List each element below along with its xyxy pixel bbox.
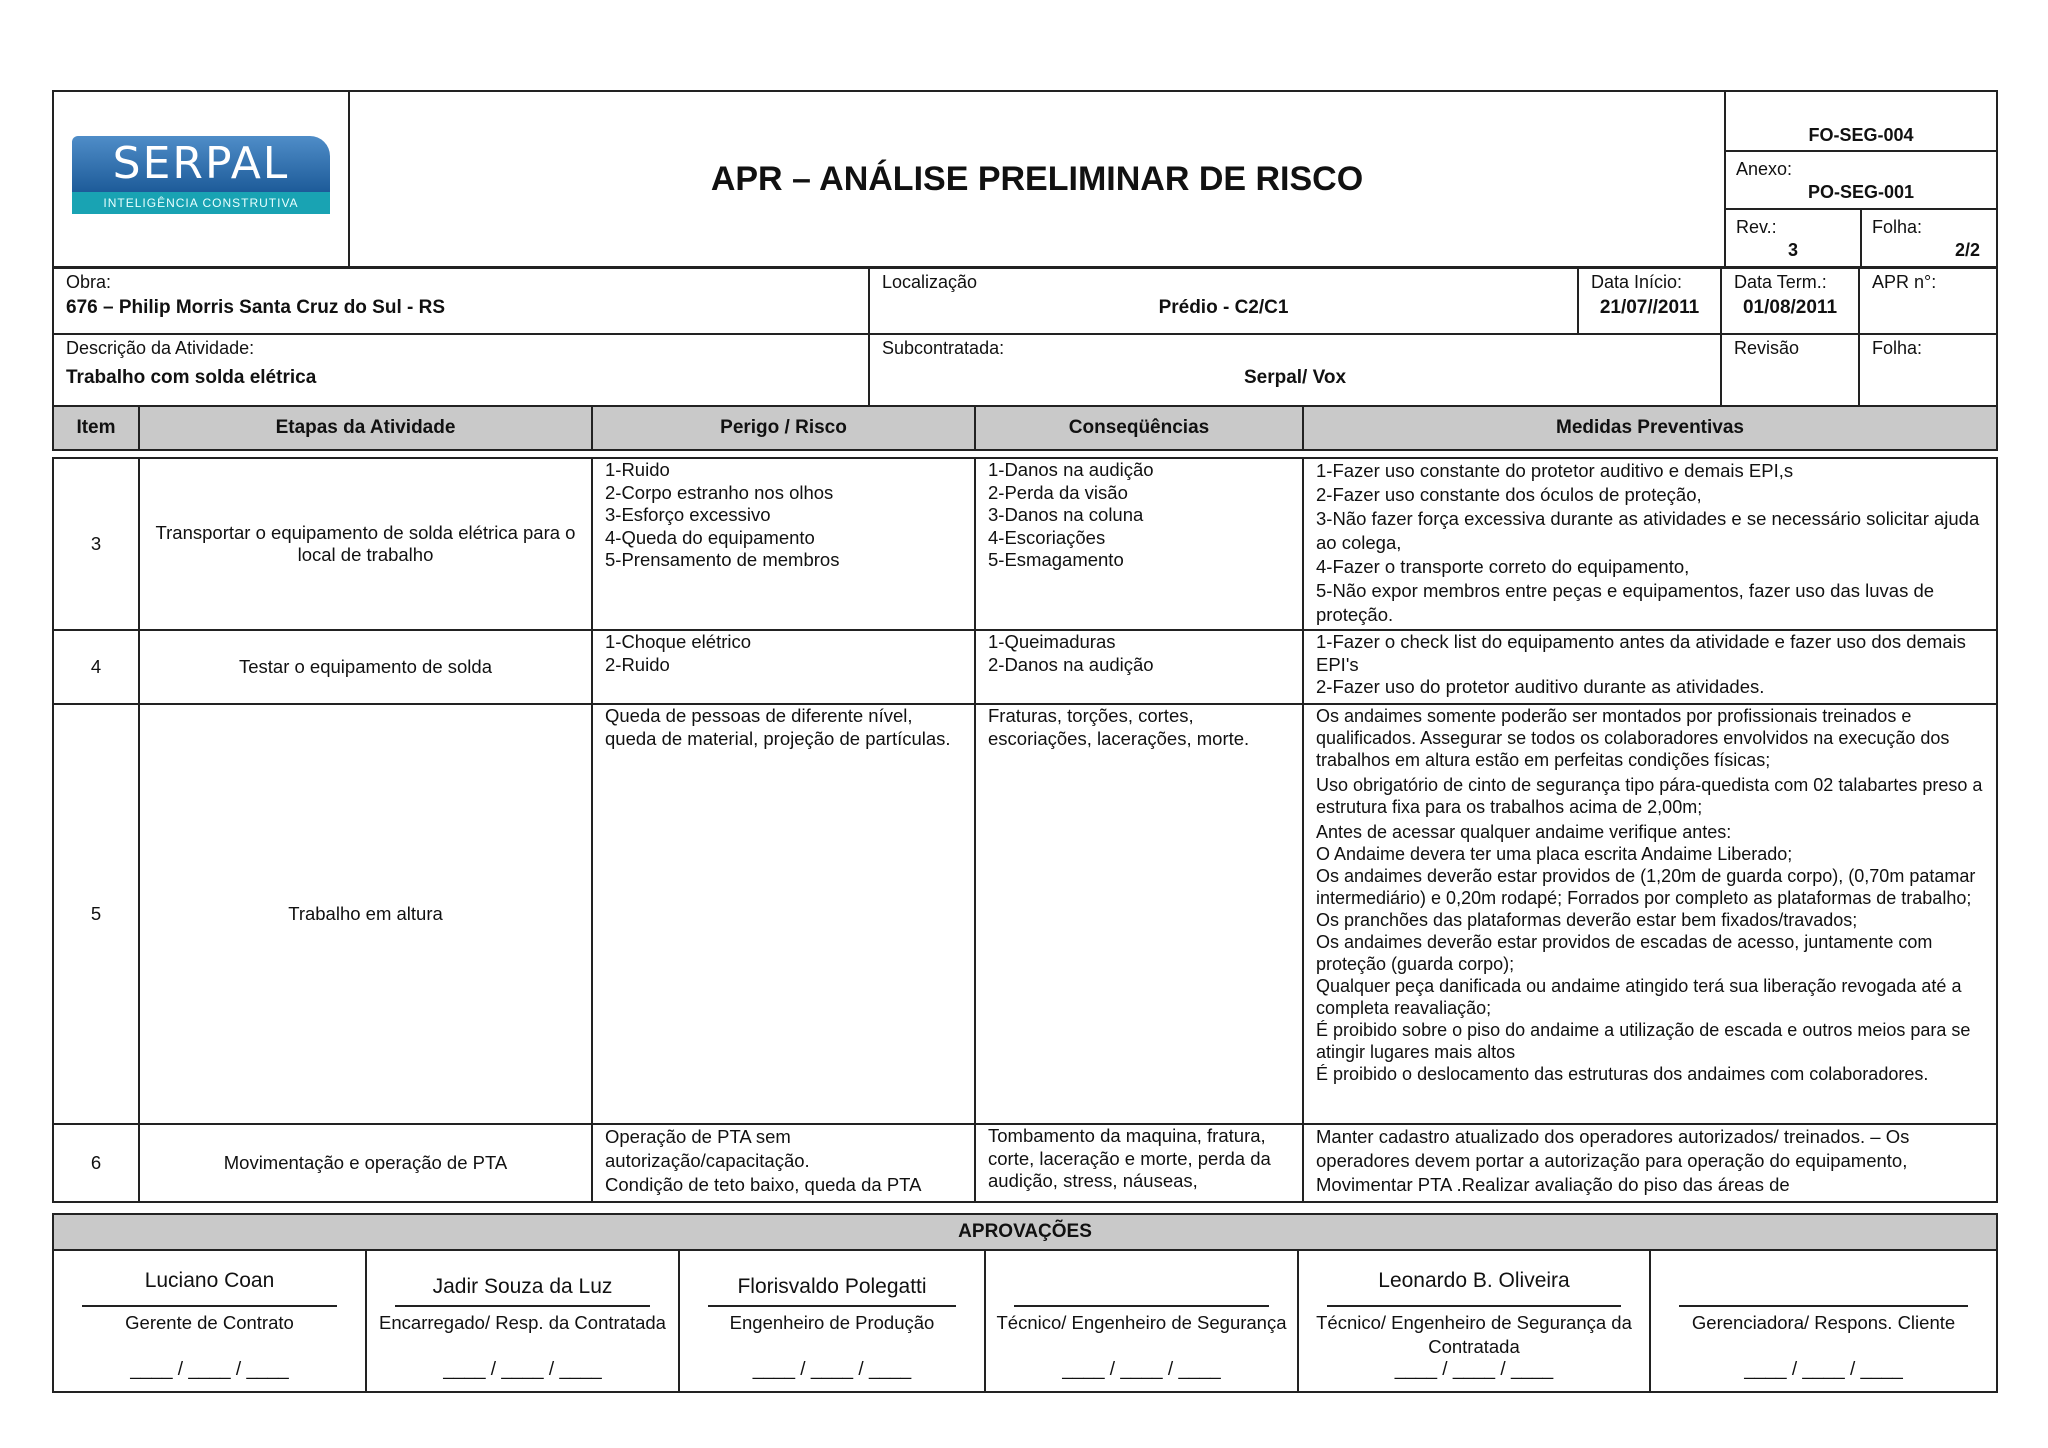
- approvals-title: APROVAÇÕES: [53, 1214, 1997, 1250]
- row-etapa: Movimentação e operação de PTA: [139, 1124, 592, 1202]
- col-item: Item: [53, 406, 139, 450]
- logo-text: SERPAL: [72, 136, 330, 192]
- table-row: [53, 458, 1997, 630]
- signer-role: Gerente de Contrato: [125, 1312, 294, 1333]
- obra-label: Obra:: [66, 272, 112, 292]
- table-row: [53, 630, 1997, 704]
- folha-label: Folha:: [1872, 217, 1923, 237]
- table-row: [53, 1124, 1997, 1202]
- anexo-label: Anexo:: [1736, 159, 1793, 179]
- signer-name: Jadir Souza da Luz: [432, 1275, 613, 1298]
- row-item: 3: [53, 458, 139, 630]
- signer-role: Encarregado/ Resp. da Contratada: [379, 1312, 666, 1333]
- obra-value: 676 – Philip Morris Santa Cruz do Sul - RS: [66, 297, 446, 318]
- row-etapa: Trabalho em altura: [139, 704, 592, 1124]
- signer-role: Técnico/ Engenheiro de Segurança da Contratada: [1316, 1312, 1632, 1357]
- signer-name: Florisvaldo Polegatti: [737, 1275, 927, 1298]
- row-consequencias: 1-Danos na audição 2-Perda da visão 3-Danos na coluna 4-Escoriações 5-Esmagamento: [975, 458, 1303, 630]
- signer-name: [986, 1251, 1297, 1305]
- data-inicio-cell: [1578, 268, 1721, 334]
- revisao-cell: [1721, 334, 1859, 406]
- document-title: APR – ANÁLISE PRELIMINAR DE RISCO: [349, 91, 1725, 267]
- info-table: [52, 267, 1998, 407]
- column-headers: [52, 405, 1998, 451]
- data-term-cell: [1721, 268, 1859, 334]
- approval-signer: [1650, 1250, 1997, 1392]
- approval-signer: [985, 1250, 1298, 1392]
- signer-name: Leonardo B. Oliveira: [1378, 1269, 1570, 1292]
- row-item: 4: [53, 630, 139, 704]
- col-consequencias: Conseqüências: [975, 406, 1303, 450]
- obra-cell: [53, 268, 869, 334]
- signer-role: Engenheiro de Produção: [729, 1312, 935, 1333]
- table-row: [53, 704, 1997, 1124]
- signature-date: ____ / ____ / ____: [1062, 1359, 1221, 1380]
- approval-signer: [1298, 1250, 1650, 1392]
- descricao-cell: [53, 334, 869, 406]
- localizacao-cell: [869, 268, 1578, 334]
- col-perigo: Perigo / Risco: [592, 406, 975, 450]
- row-medidas: Manter cadastro atualizado dos operadores autorizados/ treinados. – Os operadores devem portar a autorização para operação do equipamento, Movimentar PTA .Realizar avaliação do piso das áreas de: [1303, 1124, 1997, 1202]
- approval-signer: [366, 1250, 679, 1392]
- row-medidas: Os andaimes somente poderão ser montados por profissionais treinados e qualificados. Assegurar se todos os colaboradores envolvidos na execução dos trabalhos em altura estão em perfeitas condições físicas; Uso obrigatório de cinto de segurança tipo pára-quedista com 02 talabartes preso a estrutura fixa para os trabalhos acima de 2,00m; Antes de acessar qualquer andaime verifique antes: O Andaime devera ter uma placa escrita Andaime Liberado; Os andaimes deverão estar providos de (1,20m de guarda corpo), (0,70m patamar intermediário) e 0,20m rodapé; Forrados por completo as plataformas de trabalho; Os pranchões das plataformas deverão estar bem fixados/travados; Os andaimes deverão estar providos de escadas de acesso, juntamente com proteção (guarda corpo); Qualquer peça danificada ou andaime atingido terá sua liberação revogada até a completa reavaliação; É proibido sobre o piso do andaime a utilização de escada e outros meios para se atingir lugares mais altos É proibido o deslocamento das estruturas dos andaimes com colaboradores.: [1303, 704, 1997, 1124]
- signature-date: ____ / ____ / ____: [443, 1359, 602, 1380]
- data-term-value: 01/08/2011: [1742, 297, 1838, 318]
- signer-role: Gerenciadora/ Respons. Cliente: [1691, 1312, 1956, 1333]
- row-item: 6: [53, 1124, 139, 1202]
- signature-date: ____ / ____ / ____: [1744, 1359, 1903, 1380]
- row-item: 5: [53, 704, 139, 1124]
- logo-tagline: INTELIGÊNCIA CONSTRUTIVA: [72, 192, 330, 214]
- signature-date: ____ / ____ / ____: [1394, 1359, 1554, 1380]
- rev-label: Rev.:: [1736, 217, 1777, 237]
- signature-date: ____ / ____ / ____: [130, 1359, 289, 1380]
- subcontratada-value: Serpal/ Vox: [1243, 367, 1347, 388]
- data-inicio-value: 21/07//2011: [1599, 297, 1700, 318]
- row-consequencias: Fraturas, torções, cortes, escoriações, lacerações, morte.: [975, 704, 1303, 1124]
- rev-value: 3: [1787, 240, 1798, 260]
- signer-name: [1651, 1251, 1996, 1305]
- subcontratada-cell: [869, 334, 1721, 406]
- col-medidas: Medidas Preventivas: [1303, 406, 1997, 450]
- serpal-logo: [72, 136, 330, 222]
- risk-table: [52, 457, 1998, 1203]
- revisao-label: Revisão: [1734, 338, 1800, 358]
- descricao-label: Descrição da Atividade:: [66, 338, 255, 358]
- row-consequencias: Tombamento da maquina, fratura, corte, laceração e morte, perda da audição, stress, náuseas,: [975, 1124, 1303, 1202]
- localizacao-value: Prédio - C2/C1: [1158, 297, 1289, 318]
- approval-signer: [53, 1250, 366, 1392]
- row-perigo: 1-Choque elétrico 2-Ruido: [592, 630, 975, 704]
- row-perigo: Queda de pessoas de diferente nível, queda de material, projeção de partículas.: [592, 704, 975, 1124]
- subcontratada-label: Subcontratada:: [882, 338, 1005, 358]
- row-perigo: Operação de PTA sem autorização/capacitação. Condição de teto baixo, queda da PTA: [592, 1124, 975, 1202]
- signer-name: Luciano Coan: [144, 1269, 275, 1292]
- row-medidas: 1-Fazer uso constante do protetor auditivo e demais EPI,s 2-Fazer uso constante dos óculos de proteção, 3-Não fazer força excessiva durante as atividades e se necessário solicitar ajuda ao colega, 4-Fazer o transporte correto do equipamento, 5-Não expor membros entre peças e equipamentos, fazer uso das luvas de proteção.: [1303, 458, 1997, 630]
- doc-code: FO-SEG-004: [1725, 91, 1997, 151]
- data-term-label: Data Term.:: [1734, 272, 1827, 292]
- row-perigo: 1-Ruido 2-Corpo estranho nos olhos 3-Esforço excessivo 4-Queda do equipamento 5-Prensamento de membros: [592, 458, 975, 630]
- row-etapa: Transportar o equipamento de solda elétrica para o local de trabalho: [139, 458, 592, 630]
- document-header: [52, 90, 1998, 268]
- row-consequencias: 1-Queimaduras 2-Danos na audição: [975, 630, 1303, 704]
- signer-role: Técnico/ Engenheiro de Segurança: [996, 1312, 1287, 1333]
- folha-value: 2/2: [1954, 240, 1980, 260]
- logo-cell: [53, 91, 349, 267]
- descricao-value: Trabalho com solda elétrica: [66, 367, 317, 388]
- anexo-cell: [1725, 151, 1997, 209]
- localizacao-label: Localização: [882, 272, 978, 292]
- rev-cell: [1725, 209, 1861, 267]
- row-medidas: 1-Fazer o check list do equipamento antes da atividade e fazer uso dos demais EPI's 2-Fazer uso do protetor auditivo durante as atividades.: [1303, 630, 1997, 704]
- info-folha-label: Folha:: [1872, 338, 1923, 358]
- folha-cell: [1861, 209, 1997, 267]
- data-inicio-label: Data Início:: [1591, 272, 1683, 292]
- approval-signer: [679, 1250, 985, 1392]
- signature-date: ____ / ____ / ____: [752, 1359, 912, 1380]
- col-etapas: Etapas da Atividade: [139, 406, 592, 450]
- anexo-value: PO-SEG-001: [1807, 182, 1915, 202]
- apr-number-cell: [1859, 268, 1997, 334]
- approvals-table: [52, 1213, 1998, 1393]
- apr-number-label: APR n°:: [1872, 272, 1937, 292]
- info-folha-cell: [1859, 334, 1997, 406]
- row-etapa: Testar o equipamento de solda: [139, 630, 592, 704]
